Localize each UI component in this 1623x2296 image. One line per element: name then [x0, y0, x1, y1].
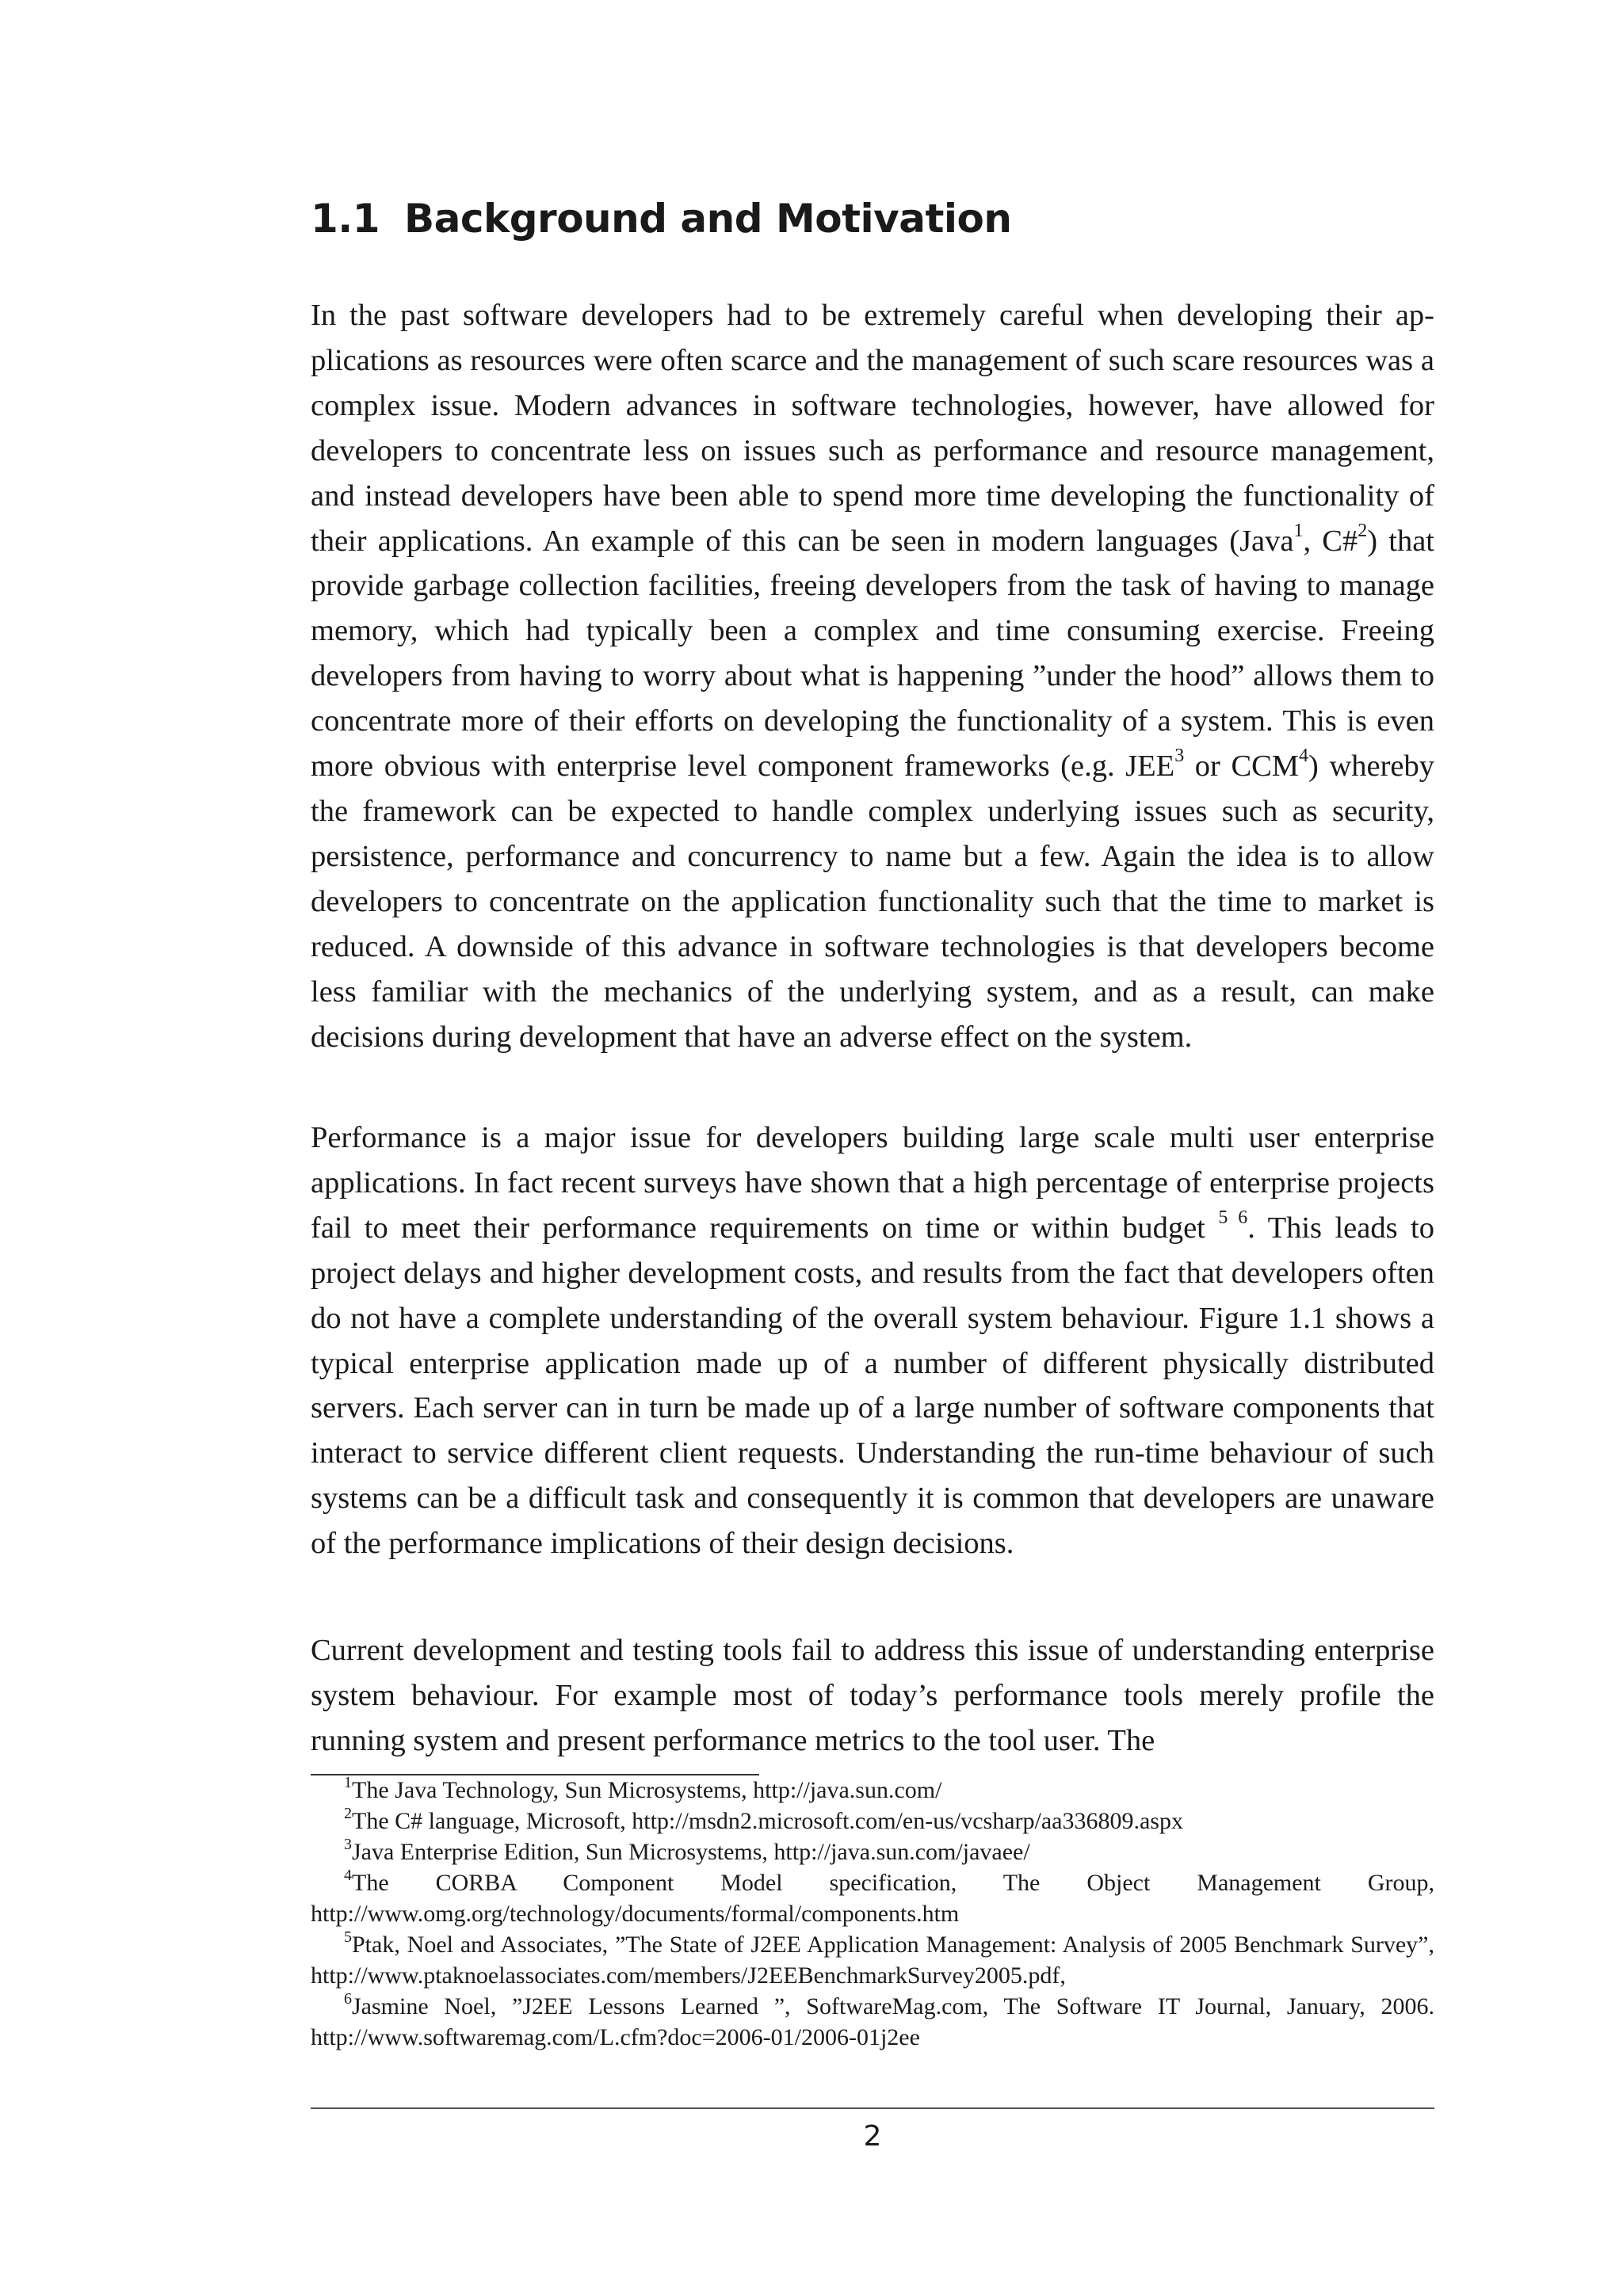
paragraph-2-text-b: . This leads to project delays and higher development costs, and results from the fact that developers often do not have a complete understanding of the overall system behaviour. Figure 1.1 shows a typical enterprise application made up of a number of different physically distributed servers. Each server can in turn be made up of a large number of software components that interact to service different client requests. Understanding the run-time behaviour of such systems can be a difficult task and consequently it is common that developers are unaware of the performance implications of their design decisions.: [311, 1211, 1434, 1561]
footnote-ref-1[interactable]: 1: [1293, 520, 1304, 541]
paragraph-1-text-b: , C#: [1303, 524, 1358, 558]
footnote-text: The C# language, Microsoft, http://msdn2.microsoft.com/en-us/vcsharp/aa336809.aspx: [352, 1808, 1183, 1834]
section-number: 1.1: [311, 196, 380, 242]
footer-divider: [311, 2107, 1434, 2109]
footnote-ref-2[interactable]: 2: [1358, 520, 1368, 541]
page-number: 2: [863, 2120, 882, 2153]
footnote-3: [311, 1836, 1434, 1867]
footnotes: [311, 1775, 1434, 2053]
section-heading: [311, 187, 1436, 250]
footnote-marker: 6: [344, 1990, 352, 2008]
footnote-ref-3[interactable]: 3: [1174, 746, 1185, 767]
footnote-5: [311, 1929, 1434, 1991]
footnote-marker: 3: [344, 1836, 352, 1853]
paragraph-3-text: Current development and testing tools fail to address this issue of understanding enterprise system behaviour. For example most of today’s performance tools merely profile the running system and present performance metrics to the tool user. The: [311, 1634, 1434, 1757]
footnote-text: Jasmine Noel, ”J2EE Lessons Learned ”, SoftwareMag.com, The Software IT Journal, January, 2006. http://www.softwaremag.com/L.cfm?doc=2006-01/2006-01j2ee: [311, 1993, 1434, 2050]
footnote-1: [311, 1775, 1434, 1806]
footnote-ref-5[interactable]: 5: [1218, 1207, 1228, 1228]
footnote-text: The Java Technology, Sun Microsystems, http://java.sun.com/: [352, 1777, 942, 1803]
footnote-2: [311, 1806, 1434, 1836]
section-title: Background and Motivation: [404, 196, 1012, 242]
footnote-text: Java Enterprise Edition, Sun Microsystems, http://java.sun.com/javaee/: [352, 1839, 1030, 1865]
paragraph-1-text-a: In the past software developers had to be extremely careful when developing their applications as resources were often scarce and the management of such scare resources was a complex issue. Modern advances in software technologies, however, have allowed for developers to concentrate less on issues such as performance and resource management, and instead developers have been able to spend more time developing the functionality of their applications. An example of this can be seen in modern languages (Java: [311, 299, 1434, 558]
footnote-text: The CORBA Component Model specification, The Object Management Group, http://www.omg.org/technology/documents/formal/components.htm: [311, 1870, 1434, 1927]
paragraph-2: [311, 1116, 1434, 1566]
footnote-marker: 4: [344, 1867, 352, 1884]
paragraph-1-text-d: or CCM: [1184, 749, 1300, 784]
paragraph-3: [311, 1628, 1434, 1764]
footnote-ref-6[interactable]: 6: [1238, 1207, 1248, 1228]
paragraph-1-text-e: ) whereby the framework can be expected to handle complex underlying issues such as security, persistence, performance and concurrency to name but a few. Again the idea is to allow developers to concentrate on the application functionality such that the time to market is reduced. A downside of this advance in software technologies is that developers become less familiar with the mechanics of the underlying system, and as a result, can make decisions during development that have an adverse effect on the system.: [311, 749, 1434, 1054]
footnote-4: [311, 1867, 1434, 1929]
paragraph-1-text-c: ) that provide garbage collection facilities, freeing developers from the task of having to manage memory, which had typically been a complex and time consuming exercise. Freeing developers from having to worry about what is happening ”under the hood” allows them to concentrate more of their efforts on developing the functionality of a system. This is even more obvious with enterprise level component frameworks (e.g. JEE: [311, 524, 1434, 784]
footnote-ref-4[interactable]: 4: [1299, 746, 1309, 767]
footnote-6: [311, 1991, 1434, 2053]
footnote-marker: 1: [344, 1774, 352, 1791]
footnote-marker: 2: [344, 1805, 352, 1822]
footnote-marker: 5: [344, 1928, 352, 1946]
footnote-text: Ptak, Noel and Associates, ”The State of J2EE Application Management: Analysis of 2005 Benchmark Survey”, http://www.ptaknoelassociates.com/members/J2EEBenchmarkSurvey2005.pdf,: [311, 1932, 1434, 1989]
paragraph-2-text-a: Performance is a major issue for developers building large scale multi user enterprise applications. In fact recent surveys have shown that a high percentage of enterprise projects fail to meet their performance requirements on time or within budget: [311, 1121, 1434, 1245]
paragraph-1: [311, 293, 1434, 1059]
